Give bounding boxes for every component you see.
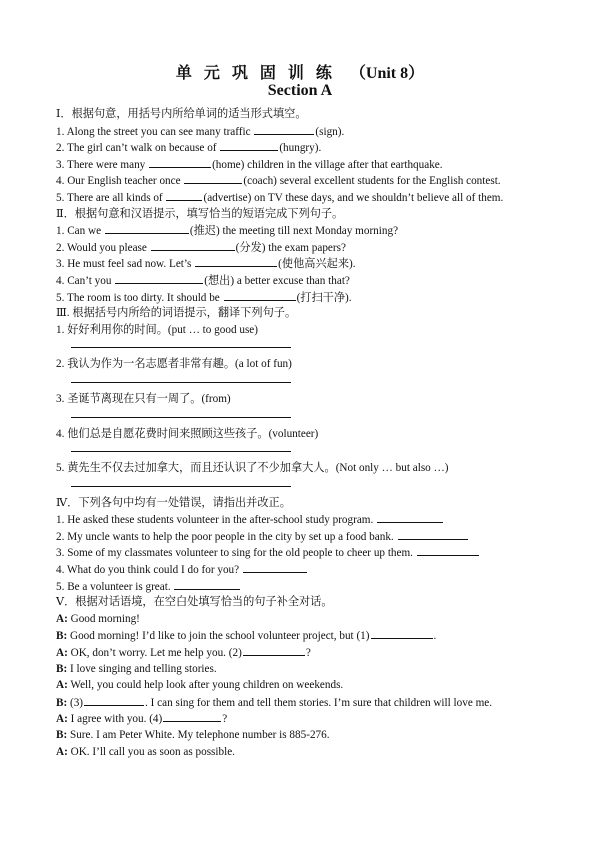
answer-line[interactable] — [71, 410, 291, 418]
part1-heading: Ⅰ．根据句意，用括号内所给单词的适当形式填空。 — [56, 108, 307, 120]
part2-heading: Ⅱ．根据句意和汉语提示，填写恰当的短语完成下列句子。 — [56, 207, 344, 220]
speaker-label: B: — [56, 662, 68, 675]
answer-blank[interactable] — [371, 627, 433, 639]
speaker-label: B: — [56, 729, 68, 741]
part3-item: 2. 我认为作为一名志愿者非常有趣。(a lot of fun) — [56, 358, 292, 371]
part4-item: 2. My uncle wants to help the poor people in the city by set up a food bank. — [56, 528, 556, 545]
speaker-label: A: — [56, 713, 68, 726]
dialogue-line: A: Good morning! — [56, 612, 140, 625]
part2-item: 3. He must feel sad now. Let’s (使他高兴起来). — [56, 255, 556, 272]
answer-blank[interactable] — [163, 710, 221, 722]
dialogue-line: A: OK. I’ll call you as soon as possible. — [56, 745, 235, 758]
dialogue-line: B: (3) . I can sing for them and tell them stories. I’m sure that children will love me. — [56, 694, 556, 711]
part2-item: 4. Can’t you (想出) a better excuse than that? — [56, 272, 556, 289]
worksheet-title: 单 元 巩 固 训 练 （Unit 8） — [175, 65, 425, 82]
answer-line[interactable] — [71, 375, 291, 383]
answer-blank[interactable] — [254, 123, 314, 135]
part4-item: 3. Some of my classmates volunteer to sing for the old people to cheer up them. — [56, 544, 556, 561]
correction-blank[interactable] — [243, 561, 307, 573]
correction-blank[interactable] — [398, 528, 468, 540]
answer-blank[interactable] — [243, 644, 305, 656]
answer-line[interactable] — [71, 444, 291, 452]
correction-blank[interactable] — [417, 544, 479, 556]
speaker-label: A: — [56, 612, 68, 625]
dialogue-line: B: Sure. I am Peter White. My telephone number is 885-276. — [56, 729, 330, 741]
part2-item: 1. Can we (推迟) the meeting till next Monday morning? — [56, 222, 556, 239]
part3-heading: Ⅲ. 根据括号内所给的词语提示，翻译下列句子。 — [56, 307, 297, 320]
speaker-label: A: — [56, 679, 68, 692]
answer-blank[interactable] — [184, 172, 242, 184]
dialogue-line: A: OK, don’t worry. Let me help you. (2) ? — [56, 644, 556, 661]
part1-item: 2. The girl can’t walk on because of (hungry). — [56, 139, 556, 156]
speaker-label: B: — [56, 630, 68, 643]
dialogue-line: B: I love singing and telling stories. — [56, 662, 217, 675]
answer-blank[interactable] — [149, 156, 211, 168]
answer-blank[interactable] — [151, 239, 235, 251]
part1-item: 5. There are all kinds of (advertise) on TV these days, and we shouldn’t believe all of them. — [56, 189, 556, 206]
part1-item: 4. Our English teacher once (coach) several excellent students for the English contest. — [56, 172, 556, 189]
answer-blank[interactable] — [220, 139, 278, 151]
part3-item: 1. 好好利用你的时间。(put … to good use) — [56, 323, 258, 336]
part4-item: 4. What do you think could I do for you? — [56, 561, 556, 578]
dialogue-line: A: Well, you could help look after young children on weekends. — [56, 679, 344, 692]
answer-line[interactable] — [71, 340, 291, 348]
unit-label: （Unit 8） — [349, 65, 425, 82]
answer-blank[interactable] — [115, 272, 203, 284]
answer-blank[interactable] — [84, 694, 144, 706]
speaker-label: B: — [56, 696, 68, 709]
speaker-label: A: — [56, 745, 68, 758]
part2-item: 2. Would you please (分发) the exam papers? — [56, 239, 556, 256]
worksheet-body — [56, 106, 556, 760]
part4-heading: Ⅳ．下列各句中均有一处错误，请指出并改正。 — [56, 496, 291, 509]
part3-item: 3. 圣诞节离现在只有一周了。(from) — [56, 392, 231, 405]
dialogue-line: B: Good morning! I’d like to join the school volunteer project, but (1) . — [56, 627, 556, 644]
part3-item: 4. 他们总是自愿花费时间来照顾这些孩子。(volunteer) — [56, 427, 319, 440]
part4-item: 1. He asked these students volunteer in the after-school study program. — [56, 511, 556, 528]
part1-item: 1. Along the street you can see many traffic (sign). — [56, 123, 556, 140]
dialogue-line: A: I agree with you. (4) ? — [56, 710, 556, 727]
speaker-label: A: — [56, 647, 68, 660]
answer-blank[interactable] — [224, 289, 296, 301]
part1-item: 3. There were many (home) children in the village after that earthquake. — [56, 156, 556, 173]
answer-blank[interactable] — [105, 222, 189, 234]
answer-blank[interactable] — [195, 255, 277, 267]
section-title: Section A — [267, 82, 333, 99]
part2-item: 5. The room is too dirty. It should be (打扫干净). — [56, 289, 556, 306]
part3-item: 5. 黄先生不仅去过加拿大，而且还认识了不少加拿大人。(Not only … but also …) — [56, 462, 449, 475]
answer-line[interactable] — [71, 479, 291, 487]
correction-blank[interactable] — [174, 578, 240, 590]
part4-item: 5. Be a volunteer is great. — [56, 578, 556, 595]
answer-blank[interactable] — [166, 189, 202, 201]
correction-blank[interactable] — [377, 511, 443, 523]
part5-heading: Ⅴ．根据对话语境，在空白处填写恰当的句子补全对话。 — [56, 596, 333, 609]
